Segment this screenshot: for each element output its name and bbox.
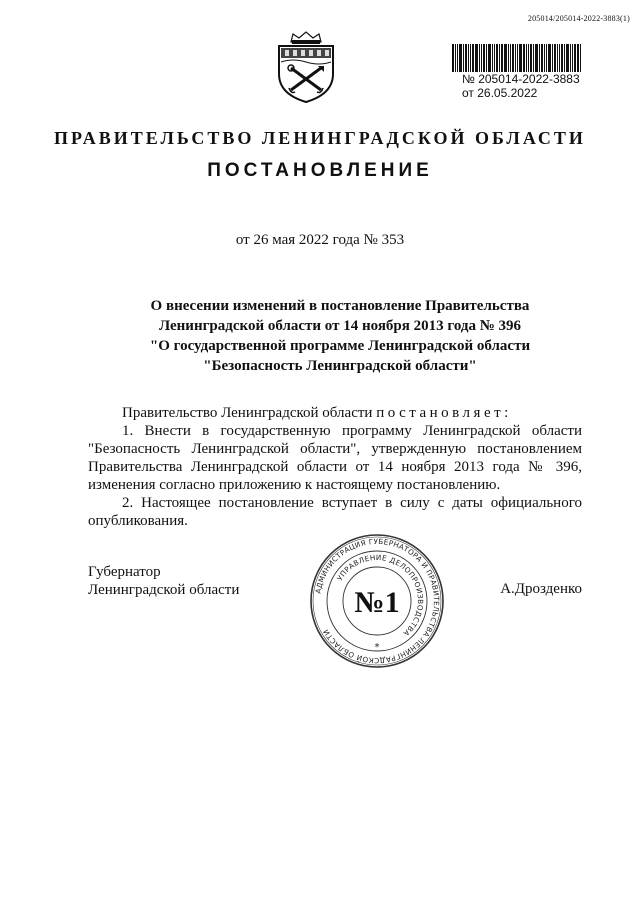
barcode-bar: [472, 44, 474, 72]
seal-star: *: [374, 642, 380, 653]
document-subject: [0, 296, 640, 376]
barcode-bar: [530, 44, 532, 72]
barcode-bar: [499, 44, 500, 72]
seal-center-text: №1: [354, 586, 400, 619]
barcode-bar: [546, 44, 547, 72]
barcode-bar: [526, 44, 527, 72]
signer-title: [88, 563, 288, 599]
barcode-bar: [510, 44, 511, 72]
barcode-bar: [481, 44, 482, 72]
preamble: [122, 404, 582, 422]
barcode-bar: [577, 44, 579, 72]
barcode-bar: [557, 44, 558, 72]
barcode-bar: [539, 44, 540, 72]
barcode-bar: [512, 44, 514, 72]
barcode-bar: [479, 44, 480, 72]
barcode-bar: [457, 44, 458, 72]
barcode-bar: [554, 44, 556, 72]
barcode-bar: [564, 44, 565, 72]
barcode: [452, 44, 584, 72]
barcode-bar: [541, 44, 543, 72]
barcode-bar: [475, 44, 478, 72]
barcode-bar: [501, 44, 503, 72]
barcode-bar: [519, 44, 522, 72]
paragraph-2: 2. Настоящее постановление вступает в силу с даты официального опубликования.: [88, 495, 582, 529]
preamble-start: Правительство Ленинградской области: [122, 405, 373, 421]
barcode-bar: [496, 44, 498, 72]
document-type: ПОСТАНОВЛЕНИЕ: [207, 160, 433, 181]
barcode-bar: [465, 44, 467, 72]
issuer-title: ПРАВИТЕЛЬСТВО ЛЕНИНГРАДСКОЙ ОБЛАСТИ: [54, 128, 586, 148]
barcode-bar: [533, 44, 534, 72]
document-date-number: от 26 мая 2022 года № 353: [235, 232, 405, 248]
paragraph-1: 1. Внести в государственную программу Ленинградской области "Безопасность Ленинградской области", утвержденную постановлением Правительства Ленинградской области от 14 ноября 2013 года № 396, изменения согласно приложению к настоящему постановлению.: [88, 423, 582, 493]
seal-outer-text: АДМИНИСТРАЦИЯ ГУБЕРНАТОРА И ПРАВИТЕЛЬСТВА ЛЕНИНГРАДСКОЙ ОБЛАСТИ: [313, 536, 442, 666]
signer-name: А.Дрозденко: [500, 581, 582, 597]
subject-line: "Безопасность Ленинградской области": [203, 358, 477, 374]
barcode-bar: [463, 44, 464, 72]
barcode-bar: [470, 44, 471, 72]
barcode-bar: [468, 44, 469, 72]
barcode-bar: [570, 44, 571, 72]
signer-title-line1: Губернатор: [88, 564, 161, 580]
barcode-bar: [566, 44, 569, 72]
registration-number: № 205014-2022-3883: [462, 72, 580, 86]
barcode-bar: [459, 44, 462, 72]
barcode-bar: [483, 44, 485, 72]
barcode-bar: [452, 44, 454, 72]
registration-date: от 26.05.2022: [462, 86, 538, 100]
signer-title-line2: Ленинградской области: [88, 582, 240, 598]
barcode-bar: [523, 44, 525, 72]
barcode-bar: [572, 44, 573, 72]
barcode-bar: [548, 44, 551, 72]
seal-inner-text: УПРАВЛЕНИЕ ДЕЛОПРОИЗВОДСТВА: [335, 552, 426, 639]
barcode-bar: [492, 44, 493, 72]
barcode-bar: [580, 44, 581, 72]
document-reference: 205014/205014-2022-3883(1): [527, 14, 630, 23]
barcode-bar: [574, 44, 576, 72]
barcode-bar: [455, 44, 456, 72]
barcode-bar: [559, 44, 560, 72]
barcode-bar: [517, 44, 518, 72]
barcode-bar: [515, 44, 516, 72]
barcode-bar: [561, 44, 563, 72]
subject-line: О внесении изменений в постановление Правительства: [150, 298, 530, 314]
barcode-bar: [552, 44, 553, 72]
official-seal: [308, 532, 446, 670]
preamble-verb: постановляет:: [376, 405, 512, 421]
subject-line: "О государственной программе Ленинградской области: [149, 338, 531, 354]
barcode-bar: [504, 44, 507, 72]
barcode-bar: [528, 44, 529, 72]
barcode-bar: [535, 44, 538, 72]
barcode-bar: [488, 44, 491, 72]
barcode-bar: [494, 44, 495, 72]
barcode-bar: [486, 44, 487, 72]
coat-of-arms-icon: [271, 28, 341, 106]
barcode-bar: [544, 44, 545, 72]
subject-line: Ленинградской области от 14 ноября 2013 года № 396: [158, 318, 522, 334]
barcode-bar: [508, 44, 509, 72]
